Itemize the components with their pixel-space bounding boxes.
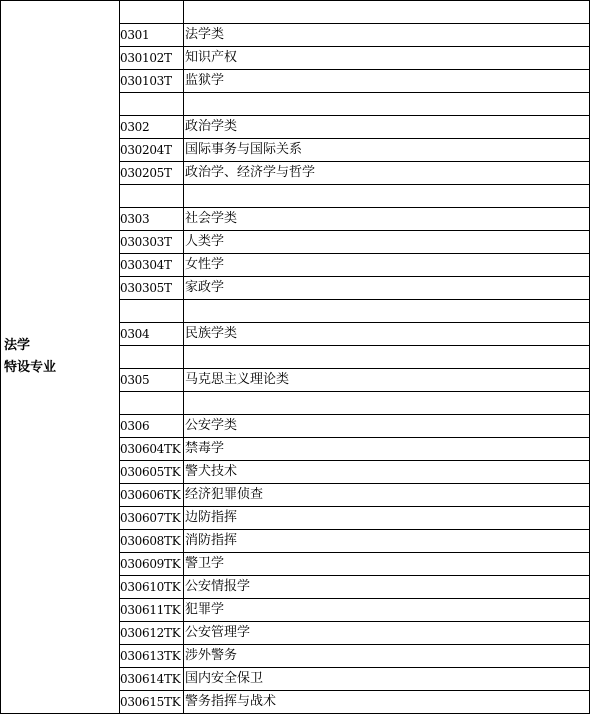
- major-code-cell: 030613TK: [120, 645, 184, 668]
- major-name-cell: 经济犯罪侦查: [184, 484, 590, 507]
- major-code-cell: 030612TK: [120, 622, 184, 645]
- major-name-cell: 禁毒学: [184, 438, 590, 461]
- major-name-cell: 马克思主义理论类: [184, 369, 590, 392]
- major-code-cell: 030607TK: [120, 507, 184, 530]
- major-code-cell: [120, 185, 184, 208]
- category-label-line1: 法学: [4, 338, 31, 353]
- major-name-cell: 国际事务与国际关系: [184, 139, 590, 162]
- major-name-cell: 法学类: [184, 24, 590, 47]
- major-code-cell: 030103T: [120, 70, 184, 93]
- major-code-cell: 030611TK: [120, 599, 184, 622]
- major-code-cell: 0301: [120, 24, 184, 47]
- category-cell: [1, 1, 120, 714]
- major-name-cell: [184, 300, 590, 323]
- major-code-cell: 030605TK: [120, 461, 184, 484]
- major-name-cell: 民族学类: [184, 323, 590, 346]
- major-name-cell: 警犬技术: [184, 461, 590, 484]
- category-label-line2: 特设专业: [4, 360, 57, 375]
- major-name-cell: 警卫学: [184, 553, 590, 576]
- major-code-cell: 030609TK: [120, 553, 184, 576]
- major-code-cell: 030205T: [120, 162, 184, 185]
- major-name-cell: 国内安全保卫: [184, 668, 590, 691]
- major-name-cell: 公安管理学: [184, 622, 590, 645]
- major-code-cell: 030604TK: [120, 438, 184, 461]
- major-code-cell: [120, 346, 184, 369]
- major-code-cell: 030303T: [120, 231, 184, 254]
- major-code-cell: [120, 300, 184, 323]
- major-name-cell: 政治学类: [184, 116, 590, 139]
- major-name-cell: 边防指挥: [184, 507, 590, 530]
- major-code-cell: 0303: [120, 208, 184, 231]
- major-name-cell: [184, 392, 590, 415]
- major-name-cell: 公安情报学: [184, 576, 590, 599]
- major-code-cell: 030610TK: [120, 576, 184, 599]
- major-code-cell: 0304: [120, 323, 184, 346]
- major-name-cell: [184, 185, 590, 208]
- major-name-cell: [184, 1, 590, 24]
- major-name-cell: 公安学类: [184, 415, 590, 438]
- major-name-cell: 消防指挥: [184, 530, 590, 553]
- major-name-cell: 女性学: [184, 254, 590, 277]
- major-name-cell: 社会学类: [184, 208, 590, 231]
- major-name-cell: 警务指挥与战术: [184, 691, 590, 714]
- major-code-cell: 030102T: [120, 47, 184, 70]
- major-name-cell: 政治学、经济学与哲学: [184, 162, 590, 185]
- major-code-cell: 030204T: [120, 139, 184, 162]
- major-code-cell: 030614TK: [120, 668, 184, 691]
- major-name-cell: 监狱学: [184, 70, 590, 93]
- major-code-cell: 0305: [120, 369, 184, 392]
- major-code-cell: 030304T: [120, 254, 184, 277]
- major-code-cell: 030615TK: [120, 691, 184, 714]
- major-code-cell: [120, 392, 184, 415]
- major-code-cell: [120, 1, 184, 24]
- major-code-cell: 0306: [120, 415, 184, 438]
- major-name-cell: 知识产权: [184, 47, 590, 70]
- major-code-cell: 030606TK: [120, 484, 184, 507]
- major-name-cell: [184, 93, 590, 116]
- major-name-cell: [184, 346, 590, 369]
- spacer-row: [1, 1, 590, 24]
- major-name-cell: 涉外警务: [184, 645, 590, 668]
- major-code-cell: 0302: [120, 116, 184, 139]
- major-name-cell: 人类学: [184, 231, 590, 254]
- major-code-cell: 030305T: [120, 277, 184, 300]
- majors-table-body: [1, 1, 590, 714]
- major-code-cell: [120, 93, 184, 116]
- major-name-cell: 家政学: [184, 277, 590, 300]
- major-code-cell: 030608TK: [120, 530, 184, 553]
- major-name-cell: 犯罪学: [184, 599, 590, 622]
